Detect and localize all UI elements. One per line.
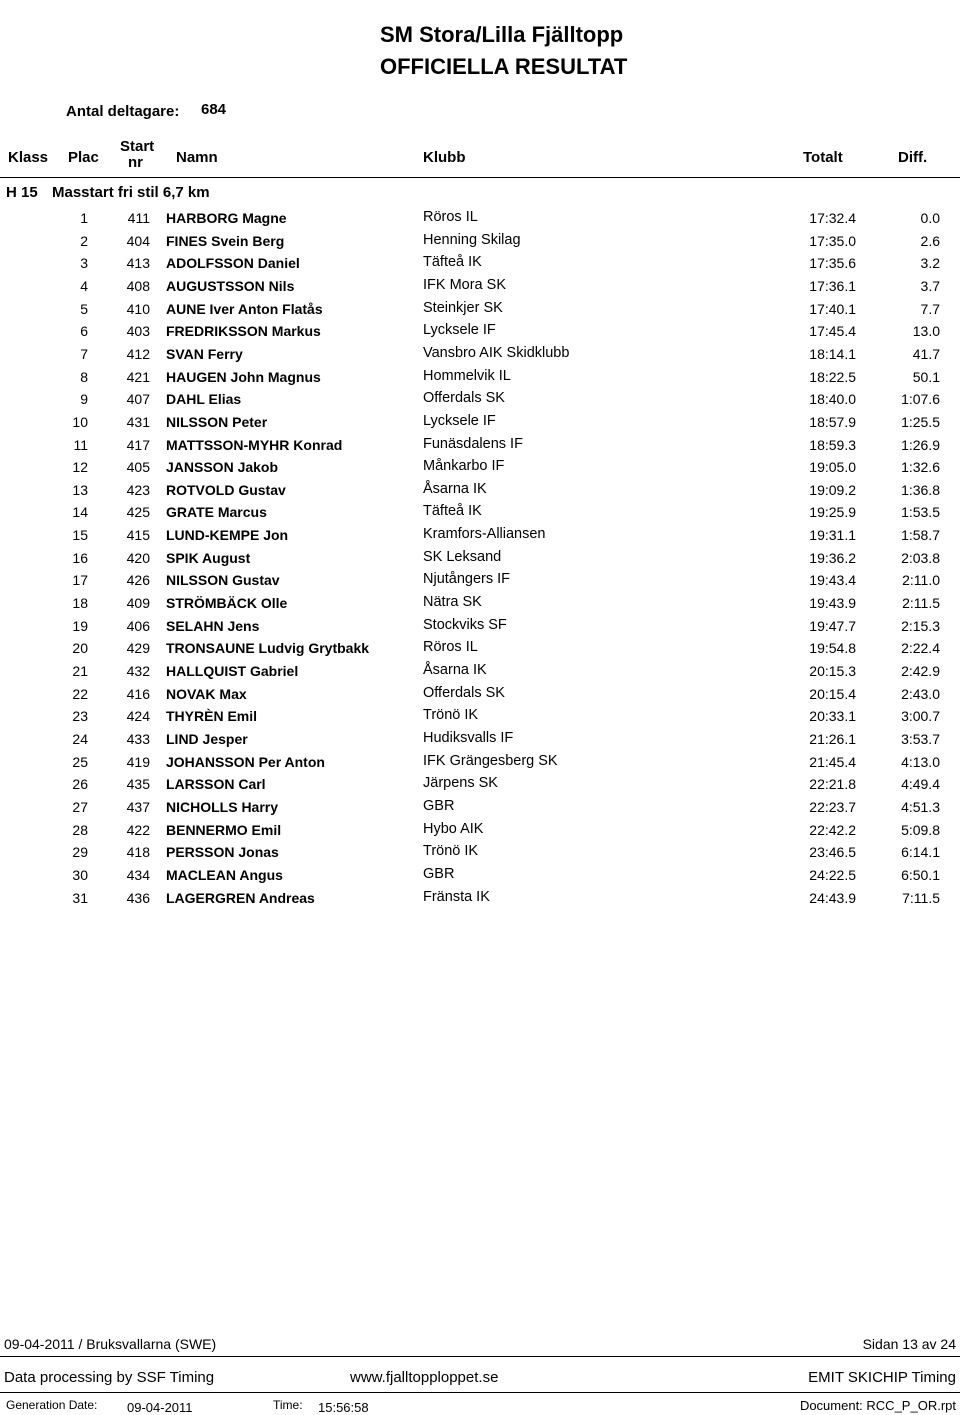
row-diff: 13.0 — [912, 323, 940, 340]
row-name: SVAN Ferry — [166, 345, 243, 362]
row-club: Fränsta IK — [423, 888, 490, 905]
row-name: HARBORG Magne — [166, 210, 287, 226]
row-plac: 11 — [73, 436, 88, 453]
row-total-time: 19:05.0 — [809, 459, 856, 476]
row-total-time: 22:23.7 — [809, 798, 856, 815]
footer-date-place: 09-04-2011 / Bruksvallarna (SWE) — [4, 1336, 217, 1352]
row-club: Hybo AIK — [423, 820, 484, 837]
row-plac: 24 — [72, 730, 88, 747]
row-start-nr: 410 — [126, 300, 150, 317]
row-plac: 27 — [72, 798, 88, 815]
row-diff: 1:53.5 — [901, 504, 940, 521]
row-name: HAUGEN John Magnus — [166, 368, 321, 385]
row-plac: 4 — [80, 277, 88, 294]
row-start-nr: 412 — [126, 345, 150, 362]
row-plac: 2 — [80, 232, 88, 249]
footer-processing: Data processing by SSF Timing — [4, 1369, 215, 1386]
row-club: Täfteå IK — [423, 254, 482, 271]
row-total-time: 19:09.2 — [809, 481, 856, 498]
row-plac: 3 — [80, 255, 88, 272]
row-diff: 2:03.8 — [901, 549, 940, 566]
row-total-time: 24:43.9 — [809, 889, 856, 906]
row-total-time: 18:57.9 — [809, 413, 856, 430]
row-name: STRÖMBÄCK Olle — [166, 595, 288, 612]
footer-document: Document: RCC_P_OR.rpt — [799, 1398, 956, 1413]
row-diff: 6:14.1 — [901, 844, 940, 861]
row-start-nr: 413 — [126, 255, 150, 272]
row-start-nr: 437 — [126, 798, 150, 815]
row-diff: 50.1 — [912, 368, 940, 385]
row-plac: 28 — [72, 821, 88, 838]
row-club: Trönö IK — [423, 843, 479, 860]
row-start-nr: 425 — [126, 504, 150, 521]
row-total-time: 17:35.0 — [809, 232, 856, 249]
row-club: Offerdals SK — [423, 390, 505, 407]
footer-page-number: Sidan 13 av 24 — [862, 1336, 956, 1352]
row-name: LARSSON Carl — [166, 776, 266, 793]
row-total-time: 17:36.1 — [809, 277, 856, 294]
footer-divider — [0, 1356, 960, 1357]
row-diff: 7:11.5 — [902, 889, 940, 906]
row-start-nr: 404 — [126, 232, 150, 249]
column-header-totalt: Totalt — [803, 149, 843, 166]
row-name: MACLEAN Angus — [166, 866, 283, 883]
row-total-time: 24:22.5 — [809, 866, 856, 883]
row-total-time: 21:26.1 — [809, 730, 856, 747]
column-header-klubb: Klubb — [423, 149, 466, 166]
row-club: Henning Skilag — [423, 231, 521, 248]
row-total-time: 19:43.9 — [809, 595, 856, 612]
row-club: IFK Grängesberg SK — [423, 752, 558, 769]
row-plac: 9 — [80, 391, 88, 408]
row-plac: 15 — [72, 527, 88, 544]
row-diff: 2:22.4 — [901, 640, 940, 657]
row-diff: 1:26.9 — [901, 436, 940, 453]
row-club: Röros IL — [423, 209, 478, 225]
row-diff: 4:51.3 — [901, 798, 940, 815]
column-header-start-line2: nr — [128, 154, 143, 171]
row-start-nr: 408 — [126, 277, 150, 294]
row-total-time: 19:47.7 — [809, 617, 856, 634]
column-header-klass: Klass — [8, 149, 49, 166]
row-start-nr: 423 — [126, 481, 150, 498]
row-start-nr: 431 — [126, 413, 150, 430]
row-diff: 1:25.5 — [901, 413, 940, 430]
row-plac: 10 — [72, 413, 88, 430]
row-diff: 5:09.8 — [901, 821, 940, 838]
section-klass: H 15 — [6, 184, 38, 201]
row-total-time: 21:45.4 — [809, 753, 856, 770]
row-total-time: 20:15.3 — [809, 663, 856, 679]
row-start-nr: 422 — [126, 821, 150, 838]
row-name: AUNE Iver Anton Flatås — [166, 300, 323, 317]
row-plac: 17 — [72, 572, 88, 589]
row-start-nr: 407 — [126, 391, 150, 408]
row-name: BENNERMO Emil — [166, 821, 282, 838]
row-name: THYRÈN Emil — [166, 708, 258, 725]
row-total-time: 18:22.5 — [809, 368, 856, 385]
participants-label: Antal deltagare: — [66, 103, 180, 120]
row-plac: 6 — [80, 323, 88, 340]
row-club: Funäsdalens IF — [423, 435, 523, 452]
row-total-time: 19:31.1 — [809, 527, 856, 544]
row-name: TRONSAUNE Ludvig Grytbakk — [166, 640, 370, 657]
row-club: Hudiksvalls IF — [423, 729, 514, 746]
footer-time-value: 15:56:58 — [318, 1400, 369, 1415]
row-plac: 23 — [72, 708, 88, 725]
row-club: GBR — [423, 797, 455, 814]
row-plac: 31 — [72, 889, 88, 906]
row-club: Steinkjer SK — [423, 299, 503, 316]
row-plac: 30 — [72, 866, 88, 883]
row-name: MATTSSON-MYHR Konrad — [166, 436, 343, 453]
row-diff: 7.7 — [920, 300, 940, 317]
participants-value: 684 — [201, 101, 227, 118]
row-name: DAHL Elias — [166, 391, 242, 408]
row-name: GRATE Marcus — [166, 504, 267, 521]
row-name: LIND Jesper — [166, 730, 248, 747]
row-start-nr: 415 — [126, 527, 150, 544]
row-diff: 3:00.7 — [901, 708, 940, 725]
row-diff: 1:32.6 — [901, 459, 940, 476]
row-total-time: 19:25.9 — [809, 504, 856, 521]
row-name: FREDRIKSSON Markus — [166, 323, 321, 340]
row-name: LUND-KEMPE Jon — [166, 527, 289, 544]
row-total-time: 20:33.1 — [809, 708, 856, 725]
page-title: SM Stora/Lilla Fjälltopp — [380, 22, 624, 47]
column-header-start-line1: Start — [120, 138, 155, 155]
row-club: Åsarna IK — [423, 480, 487, 497]
row-total-time: 18:14.1 — [809, 345, 856, 362]
row-name: ROTVOLD Gustav — [166, 481, 286, 498]
row-diff: 2:42.9 — [901, 663, 940, 679]
row-total-time: 23:46.5 — [809, 844, 856, 861]
row-plac: 22 — [72, 685, 88, 702]
row-name: NILSSON Gustav — [166, 572, 280, 589]
row-start-nr: 411 — [127, 210, 150, 226]
row-plac: 5 — [80, 300, 88, 317]
row-name: NICHOLLS Harry — [166, 798, 279, 815]
row-start-nr: 429 — [126, 640, 150, 657]
row-diff: 1:07.6 — [901, 391, 940, 408]
row-club: Hommelvik IL — [423, 367, 511, 384]
row-name: SPIK August — [166, 549, 251, 566]
row-plac: 8 — [80, 368, 88, 385]
row-diff: 2.6 — [920, 232, 940, 249]
row-club: GBR — [423, 865, 455, 882]
footer-divider-bottom — [0, 1392, 960, 1393]
row-diff: 6:50.1 — [901, 866, 940, 883]
row-diff: 2:15.3 — [901, 617, 940, 634]
row-plac: 20 — [72, 640, 88, 657]
row-start-nr: 419 — [126, 753, 150, 770]
row-start-nr: 417 — [126, 436, 150, 453]
row-plac: 25 — [72, 753, 88, 770]
row-plac: 7 — [80, 345, 88, 362]
row-club: Trönö IK — [423, 707, 479, 724]
footer-website-link[interactable]: www.fjalltopploppet.se — [350, 1369, 499, 1386]
row-club: Vansbro AIK Skidklubb — [423, 344, 570, 361]
row-name: NILSSON Peter — [166, 413, 268, 430]
row-total-time: 19:54.8 — [809, 640, 856, 657]
column-header-plac: Plac — [68, 149, 99, 166]
row-total-time: 20:15.4 — [809, 685, 856, 702]
row-start-nr: 406 — [126, 617, 150, 634]
row-plac: 18 — [72, 595, 88, 612]
column-header-namn: Namn — [176, 149, 218, 166]
row-start-nr: 434 — [126, 866, 150, 883]
footer-gen-date-label: Generation Date: — [6, 1398, 98, 1412]
row-start-nr: 418 — [126, 844, 150, 861]
row-plac: 13 — [72, 481, 88, 498]
row-total-time: 18:59.3 — [809, 436, 856, 453]
column-header-diff: Diff. — [898, 149, 928, 166]
row-total-time: 19:43.4 — [809, 572, 856, 589]
row-start-nr: 416 — [126, 685, 150, 702]
row-diff: 41.7 — [912, 345, 940, 362]
page-subtitle: OFFICIELLA RESULTAT — [380, 54, 628, 79]
row-start-nr: 435 — [126, 776, 150, 793]
row-start-nr: 436 — [126, 889, 150, 906]
row-diff: 3.2 — [920, 255, 940, 272]
row-club: Månkarbo IF — [423, 458, 505, 475]
row-diff: 2:43.0 — [901, 685, 940, 702]
row-total-time: 17:40.1 — [809, 300, 856, 317]
row-plac: 29 — [72, 844, 88, 861]
row-name: LAGERGREN Andreas — [166, 889, 315, 906]
row-plac: 19 — [72, 617, 88, 634]
section-title: Masstart fri stil 6,7 km — [52, 184, 210, 201]
row-start-nr: 421 — [126, 368, 150, 385]
column-header-start — [120, 139, 154, 171]
row-plac: 1 — [80, 210, 88, 226]
row-plac: 12 — [72, 459, 88, 476]
row-diff: 3.7 — [920, 277, 940, 294]
row-plac: 14 — [72, 504, 88, 521]
row-club: Nätra SK — [423, 594, 482, 611]
row-name: HALLQUIST Gabriel — [166, 663, 299, 679]
row-diff: 0.0 — [920, 210, 940, 226]
row-start-nr: 432 — [126, 663, 150, 679]
row-name: NOVAK Max — [166, 685, 247, 702]
row-start-nr: 409 — [126, 595, 150, 612]
row-club: Lycksele IF — [423, 412, 496, 429]
row-total-time: 18:40.0 — [809, 391, 856, 408]
row-club: Röros IL — [423, 639, 478, 656]
footer-time-label: Time: — [273, 1398, 303, 1412]
row-club: Njutångers IF — [423, 571, 511, 588]
row-start-nr: 405 — [126, 459, 150, 476]
row-total-time: 17:32.4 — [809, 210, 856, 226]
row-name: SELAHN Jens — [166, 617, 260, 634]
row-plac: 21 — [72, 663, 88, 679]
row-diff: 4:13.0 — [901, 753, 940, 770]
row-club: IFK Mora SK — [423, 276, 506, 293]
row-club: Åsarna IK — [423, 662, 487, 678]
row-total-time: 17:35.6 — [809, 255, 856, 272]
row-plac: 26 — [72, 776, 88, 793]
row-name: JOHANSSON Per Anton — [166, 753, 325, 770]
row-start-nr: 403 — [126, 323, 150, 340]
row-club: SK Leksand — [423, 548, 502, 565]
row-total-time: 22:42.2 — [809, 821, 856, 838]
row-start-nr: 426 — [126, 572, 150, 589]
footer-gen-date-value: 09-04-2011 — [127, 1400, 193, 1415]
row-name: PERSSON Jonas — [166, 844, 279, 861]
row-start-nr: 433 — [126, 730, 150, 747]
row-club: Täfteå IK — [423, 503, 482, 520]
row-total-time: 17:45.4 — [809, 323, 856, 340]
row-club: Offerdals SK — [423, 684, 505, 701]
row-diff: 4:49.4 — [901, 776, 940, 793]
row-plac: 16 — [72, 549, 88, 566]
row-start-nr: 424 — [126, 708, 150, 725]
row-name: AUGUSTSSON Nils — [166, 277, 295, 294]
row-total-time: 22:21.8 — [809, 776, 856, 793]
row-club: Kramfors-Alliansen — [423, 526, 546, 543]
row-club: Lycksele IF — [423, 322, 496, 339]
row-diff: 1:58.7 — [901, 527, 940, 544]
header-divider — [0, 177, 960, 178]
row-total-time: 19:36.2 — [809, 549, 856, 566]
row-diff: 2:11.5 — [902, 595, 940, 612]
row-name: FINES Svein Berg — [166, 232, 285, 249]
row-name: JANSSON Jakob — [166, 459, 279, 476]
row-name: ADOLFSSON Daniel — [166, 255, 300, 272]
row-diff: 3:53.7 — [901, 730, 940, 747]
row-club: Stockviks SF — [423, 616, 507, 633]
footer-timing: EMIT SKICHIP Timing — [808, 1369, 956, 1386]
row-diff: 2:11.0 — [902, 572, 940, 589]
row-start-nr: 420 — [126, 549, 150, 566]
row-club: Järpens SK — [423, 775, 498, 792]
row-diff: 1:36.8 — [901, 481, 940, 498]
